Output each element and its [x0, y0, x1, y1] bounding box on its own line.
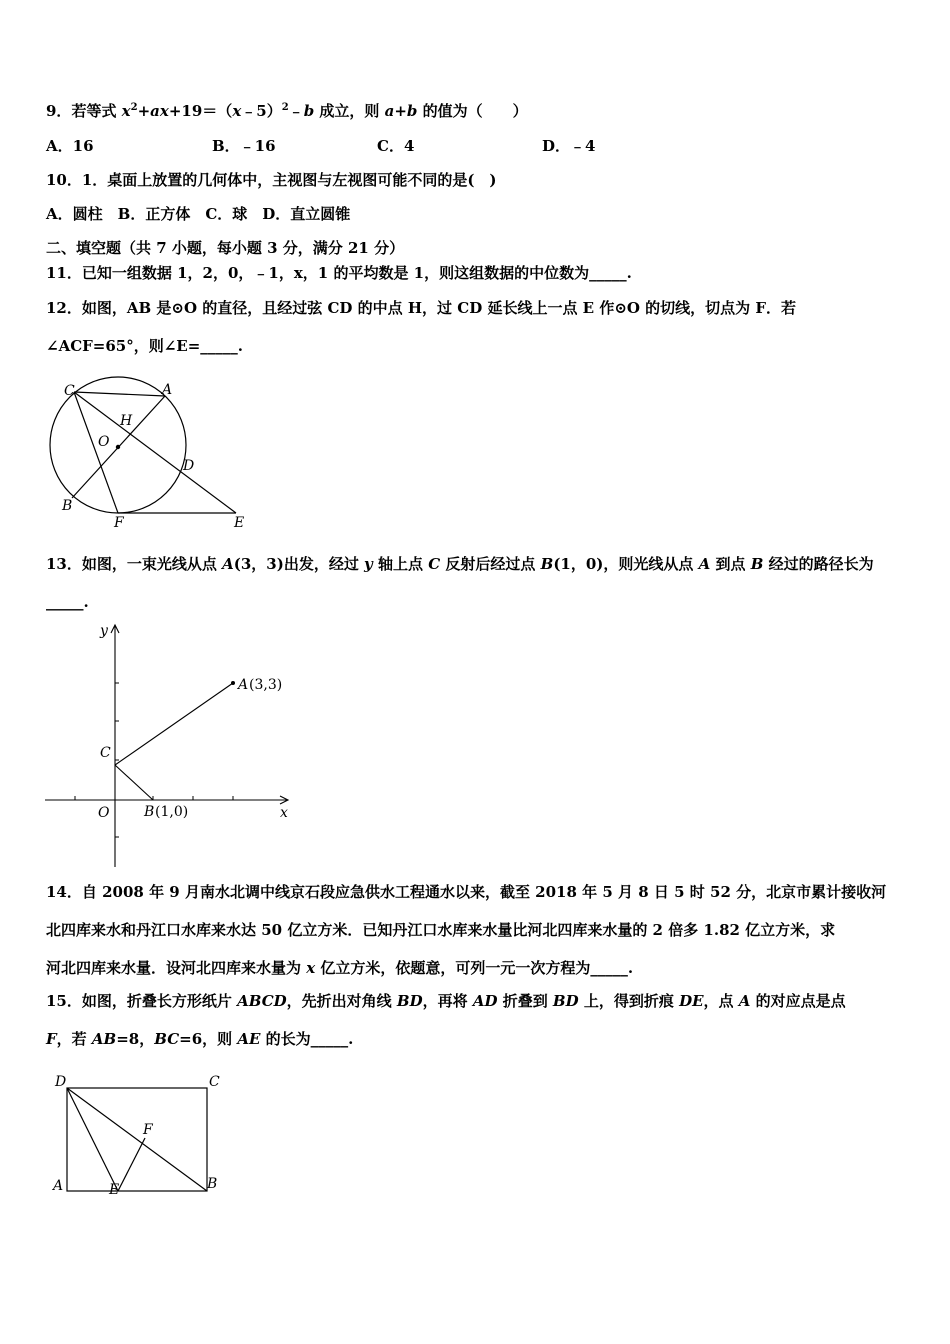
q10-stem: 10．1．桌面上放置的几何体中，主视图与左视图可能不同的是( ): [46, 171, 497, 189]
q13-point-a: [231, 681, 235, 685]
q15-diagonal-bd: [67, 1088, 207, 1191]
q15-line1: 15．如图，折叠长方形纸片 ABCD，先折出对角线 BD，再将 AD 折叠到 BD 上，得到折痕 DE，点 A 的对应点是点: [46, 992, 846, 1010]
q12-line1: 12．如图，AB 是⊙O 的直径，且经过弦 CD 的中点 H，过 CD 延长线上一点 E 作⊙O 的切线，切点为 F．若: [46, 299, 797, 317]
section-heading-fill-blank: 二、填空题（共 7 小题，每小题 3 分，满分 21 分）: [46, 239, 405, 257]
q15-label-d: D: [55, 1074, 67, 1090]
q12-label-a: A: [162, 382, 173, 398]
q10-options: A．圆柱 B．正方体 C．球 D．直立圆锥: [46, 205, 351, 223]
q12-line2: ∠ACF=65°，则∠E=_____.: [46, 337, 244, 355]
q14-line2: 北四库来水和丹江口水库来水达 50 亿立方米．已知丹江口水库来水量比河北四库来水量的 2 倍多 1.82 亿立方米，求: [46, 921, 836, 939]
q12-label-h: H: [120, 413, 133, 429]
q9-stem: 9．若等式 $x^2+ax+19=(x﹣5)^2﹣b$ 成立，则 a+b 的值为（ ）: [46, 102, 528, 120]
q12-label-o: O: [98, 434, 110, 450]
q14-line3: 河北四库来水量．设河北四库来水量为 x 亿立方米，依题意，可列一元一次方程为_____.: [46, 959, 634, 977]
q15-line2: F，若 AB=8，BC=6，则 AE 的长为_____.: [46, 1030, 354, 1048]
q15-crease-de: [67, 1088, 118, 1191]
q9-option-a: A．16: [46, 137, 94, 155]
q12-label-e: E: [234, 515, 245, 531]
q15-label-b: B: [207, 1176, 218, 1192]
q12-chord-ca: [74, 392, 165, 396]
q12-label-d: D: [183, 458, 195, 474]
q13-ray-cb: [115, 765, 153, 800]
q13-label-b-coord: (1,0): [155, 804, 189, 820]
q15-label-f: F: [143, 1122, 153, 1138]
q12-label-c: C: [64, 383, 75, 399]
q14-line1: 14．自 2008 年 9 月南水北调中线京石段应急供水工程通水以来，截至 2018 年 5 月 8 日 5 时 52 分，北京市累计接收河: [46, 883, 887, 901]
q13-label-c: C: [100, 745, 111, 761]
q13-label-o: O: [98, 805, 110, 821]
q15-segment-ef: [118, 1138, 145, 1191]
q13-coordinate-figure: [40, 615, 300, 875]
q9-option-c: C．4: [377, 137, 415, 155]
q13-label-x: x: [280, 805, 288, 821]
q12-line-cf: [74, 392, 118, 513]
q12-label-f: F: [114, 515, 124, 531]
q15-label-a: A: [53, 1178, 64, 1194]
q13-label-b: B: [144, 804, 155, 820]
q13-label-a-coord: (3,3): [249, 677, 283, 693]
q13-ray-ac: [115, 683, 233, 765]
q9-option-b: B．﹣16: [212, 137, 276, 155]
q9-option-d: D．﹣4: [542, 137, 596, 155]
q15-rectangle-figure: [45, 1068, 235, 1203]
q11-stem: 11．已知一组数据 1，2，0，﹣1，x，1 的平均数是 1，则这组数据的中位数为_____.: [46, 264, 632, 282]
q12-circle-figure: [40, 375, 255, 535]
q12-center-dot: [116, 445, 120, 449]
q12-label-b: B: [62, 498, 73, 514]
q13-line2: _____.: [46, 593, 89, 611]
q12-line-ce: [74, 392, 236, 513]
q15-label-c: C: [209, 1074, 220, 1090]
q15-label-e: E: [109, 1182, 120, 1198]
q13-label-y: y: [100, 623, 108, 639]
q13-label-a: A: [238, 677, 249, 693]
q13-line1: 13．如图，一束光线从点 A(3，3)出发，经过 y 轴上点 C 反射后经过点 B(1，0)，则光线从点 A 到点 B 经过的路径长为: [46, 555, 874, 573]
